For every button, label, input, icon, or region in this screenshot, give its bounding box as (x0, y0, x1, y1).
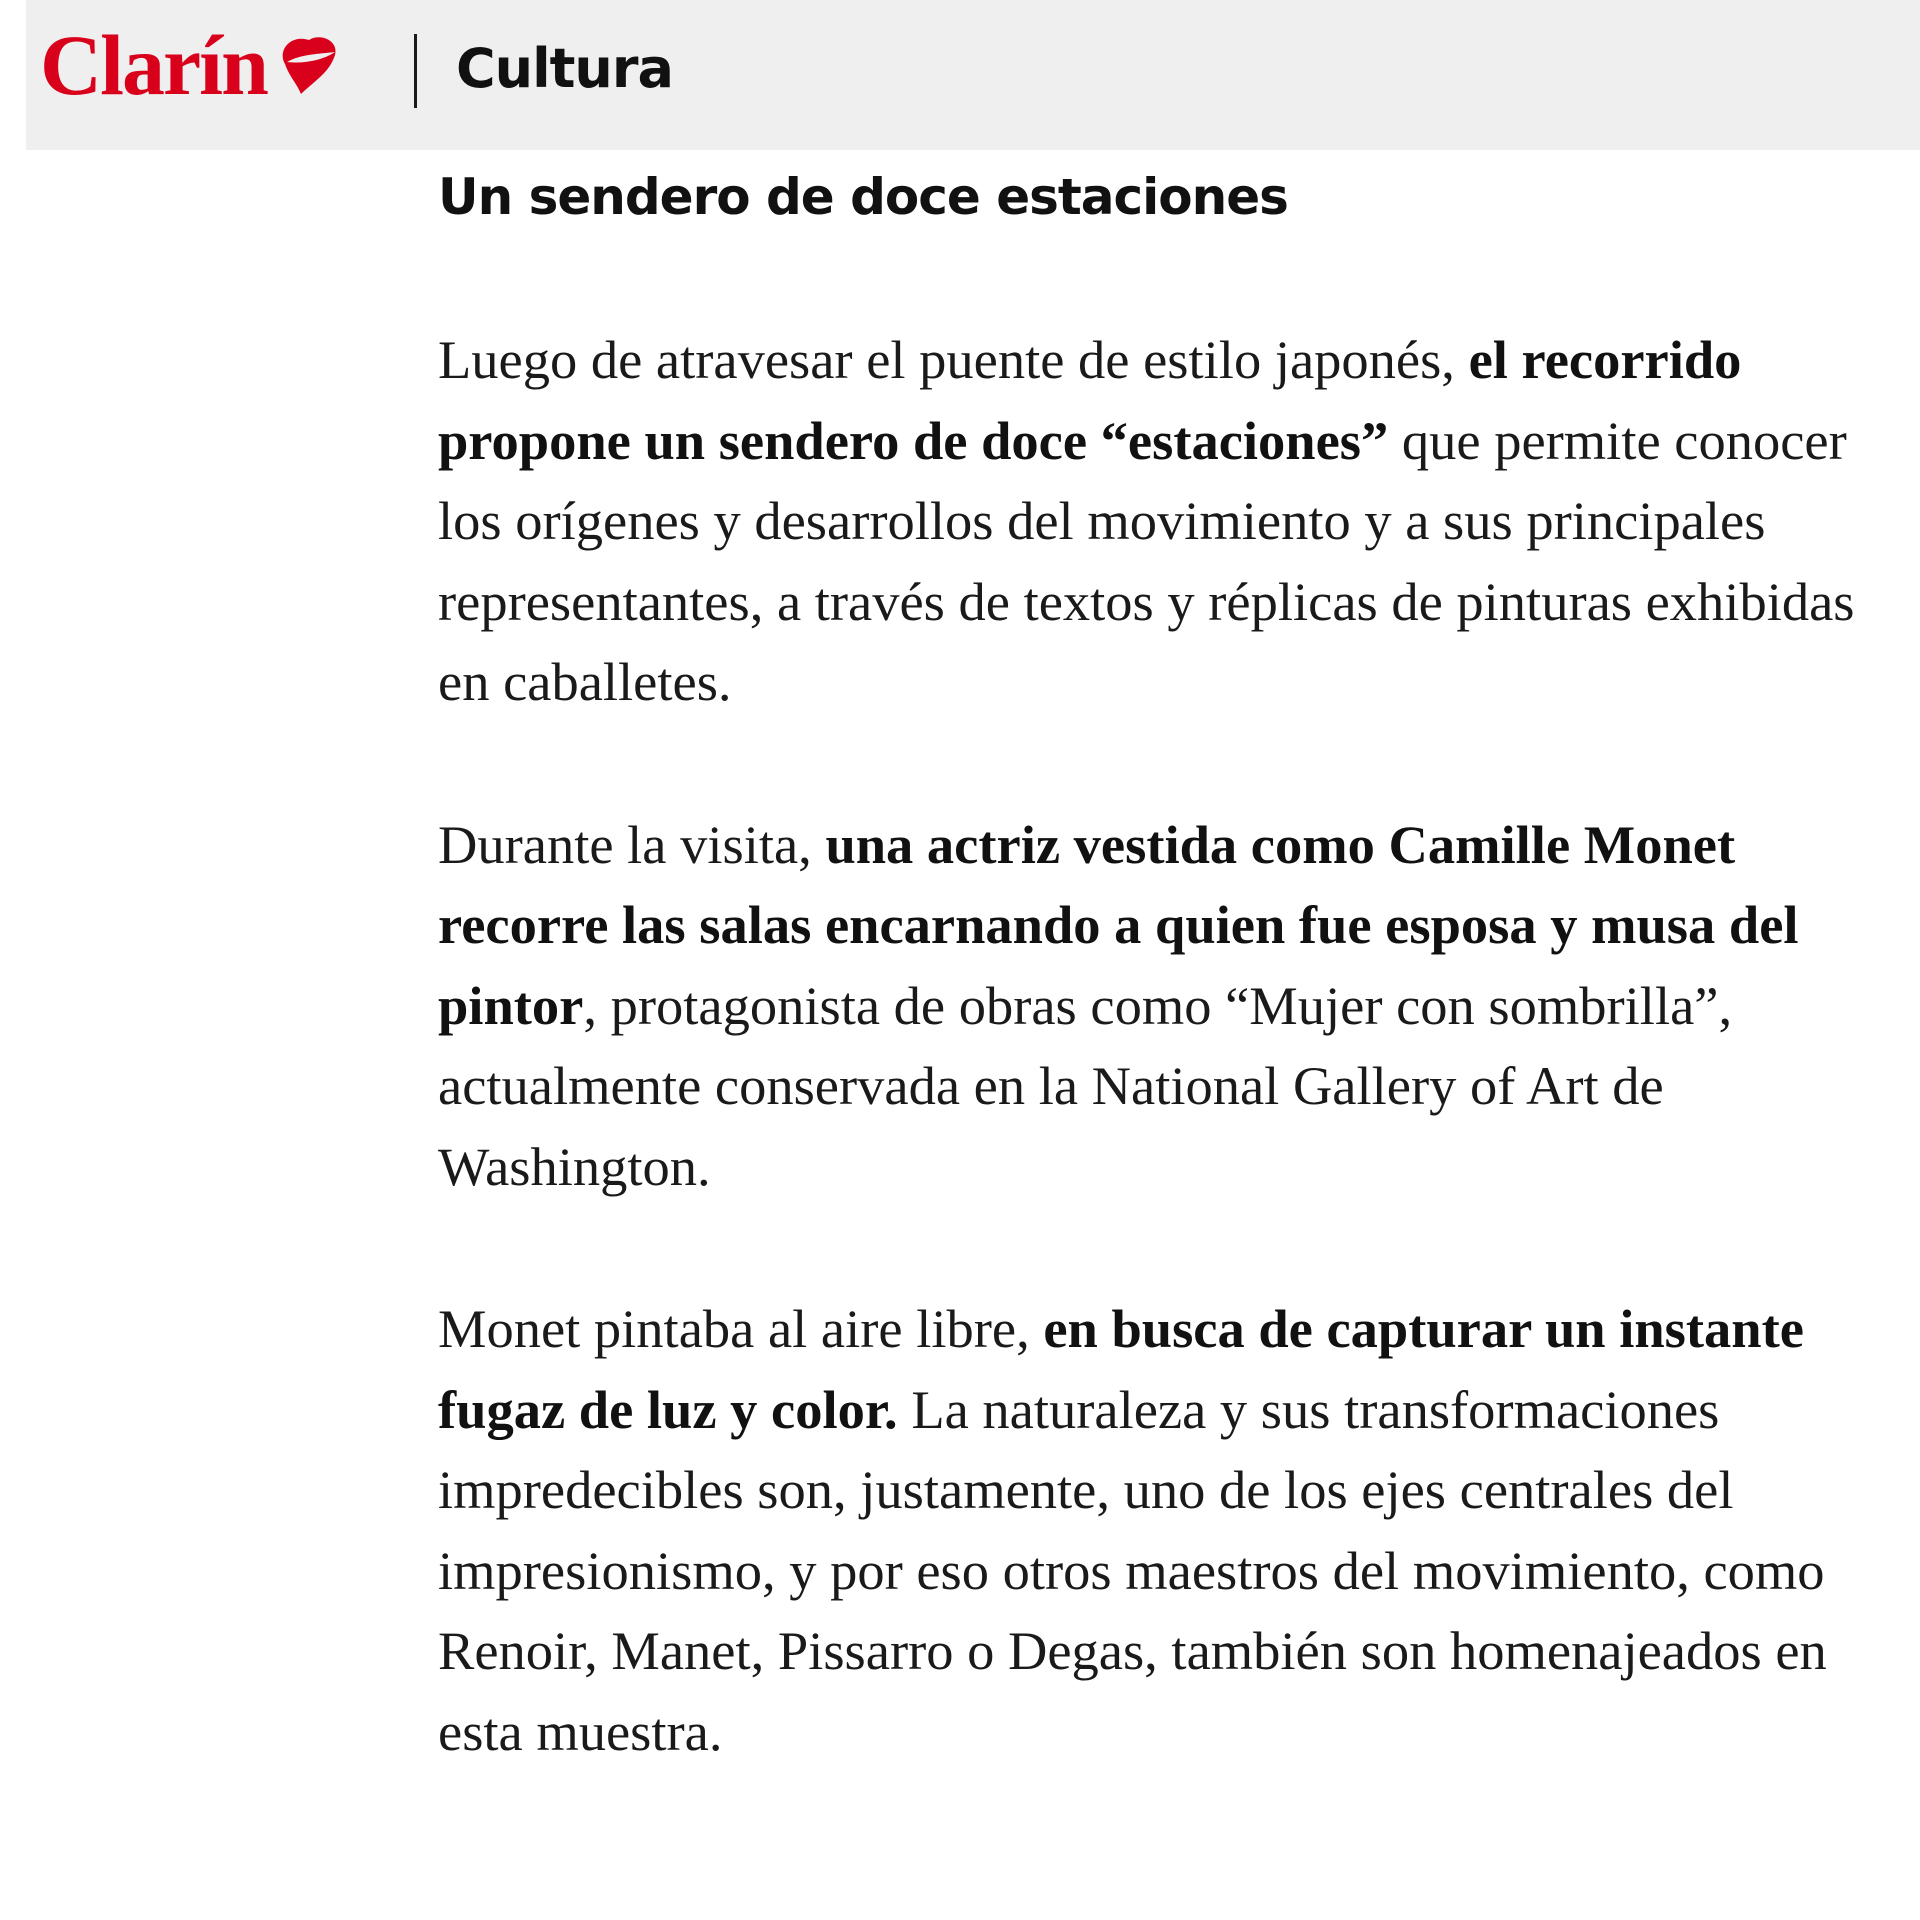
paragraph-text: que permite conocer los orígenes y desarrollos del movimiento y a sus principales representantes, a través de textos y réplicas de pinturas exhibidas en caballetes. (438, 409, 1855, 712)
paragraph-text: , protagonista de obras como “Mujer con sombrilla”, actualmente conservada en la National Gallery of Art de Washington. (438, 974, 1733, 1197)
article-paragraph (438, 805, 1890, 1208)
article-body (438, 160, 1890, 1772)
paragraph-text: Luego de atravesar el puente de estilo japonés, (438, 329, 1469, 390)
paragraph-text: La naturaleza y sus transformaciones impredecibles son, justamente, uno de los ejes centrales del impresionismo, y por eso otros maestros del movimiento, como Renoir, Manet, Pissarro o Degas, también son homenajeados en esta muestra. (438, 1378, 1827, 1762)
article-paragraph (438, 320, 1890, 723)
article-subheading: Un sendero de doce estaciones (438, 168, 1288, 226)
header-divider (414, 34, 417, 108)
clarin-logo-icon (271, 28, 347, 98)
paragraph-highlight: en busca de capturar un instante fugaz de luz y color. (438, 1298, 1804, 1440)
article-paragraph (438, 1289, 1890, 1772)
paragraph-text: Monet pintaba al aire libre, (438, 1298, 1044, 1359)
logo-wordmark: Clarín (40, 17, 267, 113)
section-title[interactable]: Cultura (456, 36, 673, 100)
clarin-logo[interactable] (40, 17, 347, 113)
paragraph-highlight: el recorrido propone un sendero de doce “estaciones” (438, 329, 1742, 471)
site-header (26, 0, 1920, 150)
paragraph-highlight: una actriz vestida como Camille Monet recorre las salas encarnando a quien fue esposa y musa del pintor (438, 813, 1799, 1036)
paragraph-text: Durante la visita, (438, 813, 826, 875)
